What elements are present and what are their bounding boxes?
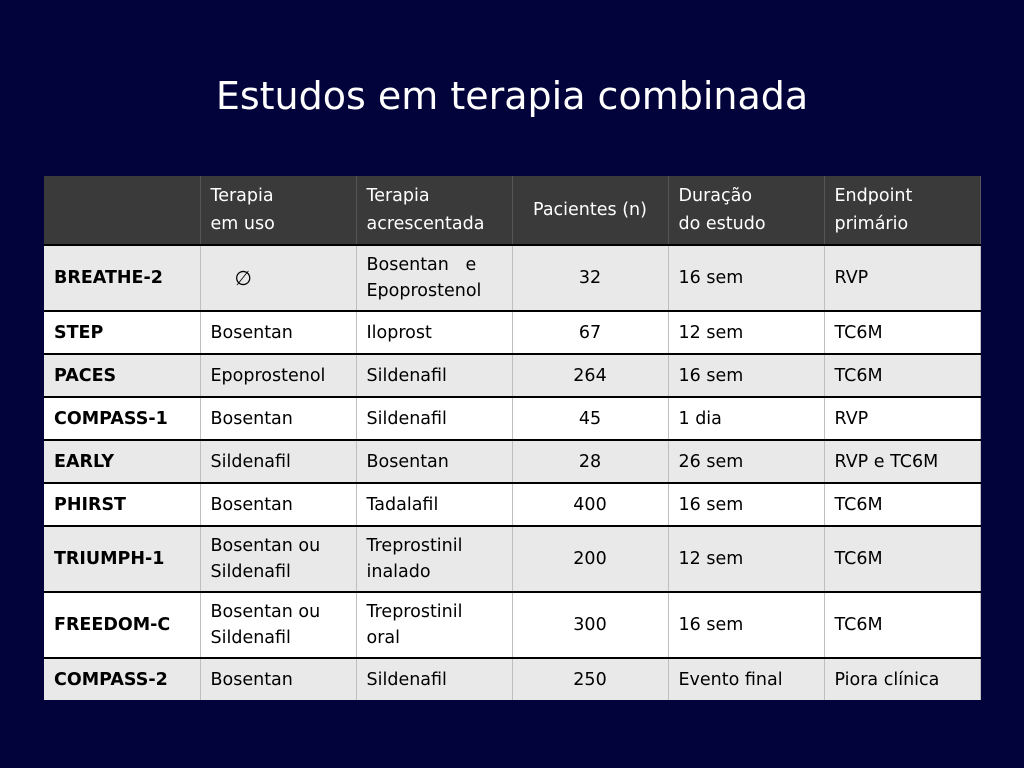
current-therapy: Bosentan [200, 658, 356, 700]
study-duration: 1 dia [668, 397, 824, 440]
patients-count: 67 [512, 311, 668, 354]
cell-line: Treprostinil [366, 536, 463, 556]
header-label: Terapia [210, 186, 274, 206]
study-name: COMPASS-2 [44, 658, 200, 700]
patients-count: 45 [512, 397, 668, 440]
header-patients [512, 176, 668, 245]
cell-line: Treprostinil [366, 602, 463, 622]
patients-count: 300 [512, 592, 668, 658]
header-duration [668, 176, 824, 245]
header-label: Terapia [366, 186, 430, 206]
table-row [44, 397, 980, 440]
study-name: FREEDOM-C [44, 592, 200, 658]
primary-endpoint: TC6M [824, 592, 980, 658]
current-therapy: Bosentan [200, 311, 356, 354]
study-duration: 16 sem [668, 354, 824, 397]
patients-count: 32 [512, 245, 668, 311]
study-duration: 16 sem [668, 245, 824, 311]
header-study [44, 176, 200, 245]
header-label: Duração [678, 186, 753, 206]
current-therapy: Bosentan [200, 397, 356, 440]
cell-line: inalado [366, 562, 431, 582]
primary-endpoint: Piora clínica [824, 658, 980, 700]
table-row [44, 526, 980, 592]
study-duration: 16 sem [668, 592, 824, 658]
current-therapy: Epoprostenol [200, 354, 356, 397]
current-therapy [200, 526, 356, 592]
added-therapy: Iloprost [356, 311, 512, 354]
study-name: EARLY [44, 440, 200, 483]
header-label: em uso [210, 214, 275, 234]
study-name: PHIRST [44, 483, 200, 526]
patients-count: 264 [512, 354, 668, 397]
study-name: STEP [44, 311, 200, 354]
combination-therapy-table [44, 176, 981, 700]
table-row [44, 592, 980, 658]
added-therapy: Tadalafil [356, 483, 512, 526]
primary-endpoint: RVP [824, 245, 980, 311]
table-row [44, 440, 980, 483]
added-therapy [356, 526, 512, 592]
header-label: do estudo [678, 214, 766, 234]
header-endpoint [824, 176, 980, 245]
header-current-therapy [200, 176, 356, 245]
added-therapy: Bosentan [356, 440, 512, 483]
study-name: BREATHE-2 [44, 245, 200, 311]
study-name: PACES [44, 354, 200, 397]
cell-line: Bosentan ou [210, 602, 321, 622]
added-therapy: Sildenafil [356, 658, 512, 700]
header-added-therapy [356, 176, 512, 245]
cell-line: Sildenafil [210, 628, 291, 648]
table-row [44, 245, 980, 311]
cell-line: Bosentan ou [210, 536, 321, 556]
primary-endpoint: TC6M [824, 526, 980, 592]
table-row [44, 311, 980, 354]
cell-line: Epoprostenol [366, 281, 482, 301]
study-duration: 26 sem [668, 440, 824, 483]
study-duration: 16 sem [668, 483, 824, 526]
header-label: acrescentada [366, 214, 485, 234]
added-therapy [356, 245, 512, 311]
study-name: TRIUMPH-1 [44, 526, 200, 592]
table-row [44, 483, 980, 526]
current-therapy [200, 592, 356, 658]
primary-endpoint: TC6M [824, 311, 980, 354]
added-therapy [356, 592, 512, 658]
slide-title: Estudos em terapia combinada [215, 74, 809, 118]
table-header-row [44, 176, 980, 245]
header-label: Pacientes (n) [533, 200, 647, 220]
study-name: COMPASS-1 [44, 397, 200, 440]
header-label: Endpoint [834, 186, 913, 206]
patients-count: 400 [512, 483, 668, 526]
patients-count: 200 [512, 526, 668, 592]
table-row [44, 354, 980, 397]
study-duration: Evento final [668, 658, 824, 700]
study-duration: 12 sem [668, 311, 824, 354]
primary-endpoint: TC6M [824, 483, 980, 526]
patients-count: 250 [512, 658, 668, 700]
added-therapy: Sildenafil [356, 397, 512, 440]
current-therapy: Sildenafil [200, 440, 356, 483]
primary-endpoint: RVP e TC6M [824, 440, 980, 483]
empty-set-symbol: ∅ [200, 245, 356, 311]
patients-count: 28 [512, 440, 668, 483]
added-therapy: Sildenafil [356, 354, 512, 397]
primary-endpoint: RVP [824, 397, 980, 440]
table-row [44, 658, 980, 700]
cell-line: Bosentan e [366, 255, 477, 275]
header-label: primário [834, 214, 909, 234]
cell-line: Sildenafil [210, 562, 291, 582]
current-therapy: Bosentan [200, 483, 356, 526]
primary-endpoint: TC6M [824, 354, 980, 397]
cell-line: oral [366, 628, 400, 648]
study-duration: 12 sem [668, 526, 824, 592]
